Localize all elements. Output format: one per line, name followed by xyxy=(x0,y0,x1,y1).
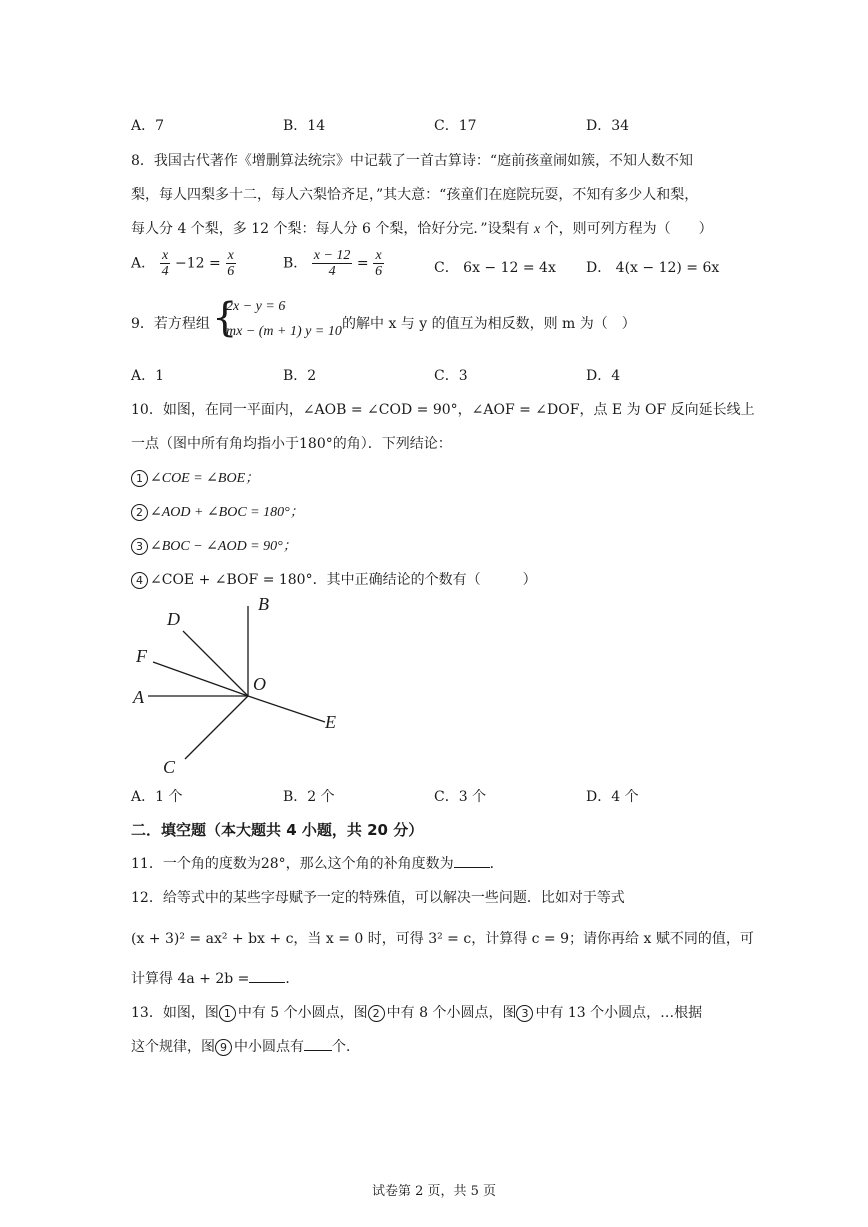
q9-option-c: C．3 xyxy=(434,368,468,384)
q8-option-d: D． 4(x − 12) = 6x xyxy=(586,260,720,276)
answer-blank[interactable] xyxy=(304,1036,332,1051)
circled-number: 9 xyxy=(215,1039,232,1056)
circled-number: 2 xyxy=(368,1005,385,1022)
q8-line1: 8．我国古代著作《增删算法统宗》中记载了一首古算诗：“庭前孩童闹如簇，不知人数不知 xyxy=(131,153,694,169)
q7-option-d: D．34 xyxy=(586,118,630,134)
q13-line2: 这个规律，图 9 中小圆点有 个． xyxy=(131,1036,360,1056)
answer-blank[interactable] xyxy=(249,968,285,983)
fraction: $\frac{x}{4}$ xyxy=(161,248,169,279)
ray-od xyxy=(183,631,248,696)
q10-conclusion-2: 2 ∠AOD + ∠BOC = 180°； xyxy=(131,501,304,521)
q10-option-d: D．4 个 xyxy=(586,789,639,805)
q10-conclusion-4: 4 ∠COE + ∠BOF = 180°．其中正确结论的个数有（ ） xyxy=(131,569,537,589)
q8-line2: 梨，每人四梨多十二，每人六梨恰齐足，”其大意：“孩童们在庭院玩耍，不知有多少人和梨， xyxy=(131,187,699,203)
q8-option-b: B． $\frac{x - 12}{4}$ = $\frac{x}{6}$ xyxy=(283,248,383,279)
q10-conclusion-3: 3 ∠BOC − ∠AOD = 90°； xyxy=(131,535,297,555)
angle-figure xyxy=(125,590,355,785)
q10-line2: 一点（图中所有角均指小于180°的角）．下列结论： xyxy=(131,436,452,452)
q9-option-a: A．1 xyxy=(131,368,165,384)
label-a: A xyxy=(133,687,144,707)
q9-eq2: mx − (m + 1) y = 10 xyxy=(226,324,342,339)
q8-option-c: C． 6x − 12 = 4x xyxy=(434,260,556,276)
answer-blank[interactable] xyxy=(454,853,490,868)
ray-of xyxy=(153,662,248,696)
ray-oe xyxy=(248,696,325,722)
q9-option-b: B．2 xyxy=(283,368,317,384)
page-footer: 试卷第 2 页，共 5 页 xyxy=(371,1184,497,1199)
q9-prefix: 9．若方程组 xyxy=(131,316,210,332)
system-brace: { xyxy=(212,295,238,341)
q11: 11．一个角的度数为28°，那么这个角的补角度数为 ． xyxy=(131,853,504,873)
label-f: F xyxy=(136,646,147,666)
section-heading: 二．填空题（本大题共 4 小题，共 20 分） xyxy=(131,821,424,839)
q9-option-d: D．4 xyxy=(586,368,621,384)
q7-option-c: C．17 xyxy=(434,118,477,134)
q8-option-a: A． $\frac{x}{4}$ −12 = $\frac{x}{6}$ xyxy=(131,248,235,279)
fraction: $\frac{x}{6}$ xyxy=(227,248,235,279)
label-c: C xyxy=(163,757,176,777)
q8-line3: 每人分 4 个梨，多 12 个梨：每人分 6 个梨，恰好分完．”设梨有 x 个，则可列方程为（ ） xyxy=(131,221,713,237)
circled-number: 2 xyxy=(131,504,148,521)
circled-number: 1 xyxy=(131,470,148,487)
ray-oc xyxy=(185,696,248,759)
q9-suffix: 的解中 x 与 y 的值互为相反数，则 m 为（ ） xyxy=(342,316,636,332)
q12-line1: 12．给等式中的某些字母赋予一定的特殊值，可以解决一些问题．比如对于等式 xyxy=(131,890,625,906)
q12-line2: (x + 3)² = ax² + bx + c，当 x = 0 时，可得 3² = c，计算得 c = 9；请你再给 x 赋不同的值，可 xyxy=(131,931,754,947)
label-b: B xyxy=(258,594,269,614)
q7-option-b: B．14 xyxy=(283,118,326,134)
q10-option-c: C．3 个 xyxy=(434,789,487,805)
label-e: E xyxy=(325,712,336,732)
circled-number: 3 xyxy=(131,538,148,555)
q10-line1: 10．如图，在同一平面内，∠AOB = ∠COD = 90°，∠AOF = ∠DOF，点 E 为 OF 反向延长线上 xyxy=(131,402,755,418)
q13-line1: 13．如图，图 1 中有 5 个小圆点，图 2 中有 8 个小圆点，图 3 中有 13 个小圆点，…根据 xyxy=(131,1005,703,1021)
q12-line3: 计算得 4a + 2b = ． xyxy=(131,968,299,988)
q10-option-b: B．2 个 xyxy=(283,789,335,805)
q10-option-a: A．1 个 xyxy=(131,789,183,805)
circled-number: 4 xyxy=(131,572,148,589)
circled-number: 3 xyxy=(516,1005,533,1022)
label-d: D xyxy=(167,609,180,629)
q10-conclusion-1: 1 ∠COE = ∠BOE； xyxy=(131,467,259,487)
q9-eq1: 2x − y = 6 xyxy=(226,299,286,314)
circled-number: 1 xyxy=(219,1005,236,1022)
q7-option-a: A．7 xyxy=(131,118,165,134)
fraction: $\frac{x - 12}{4}$ xyxy=(313,248,351,279)
label-o: O xyxy=(253,674,266,694)
fraction: $\frac{x}{6}$ xyxy=(375,248,383,279)
